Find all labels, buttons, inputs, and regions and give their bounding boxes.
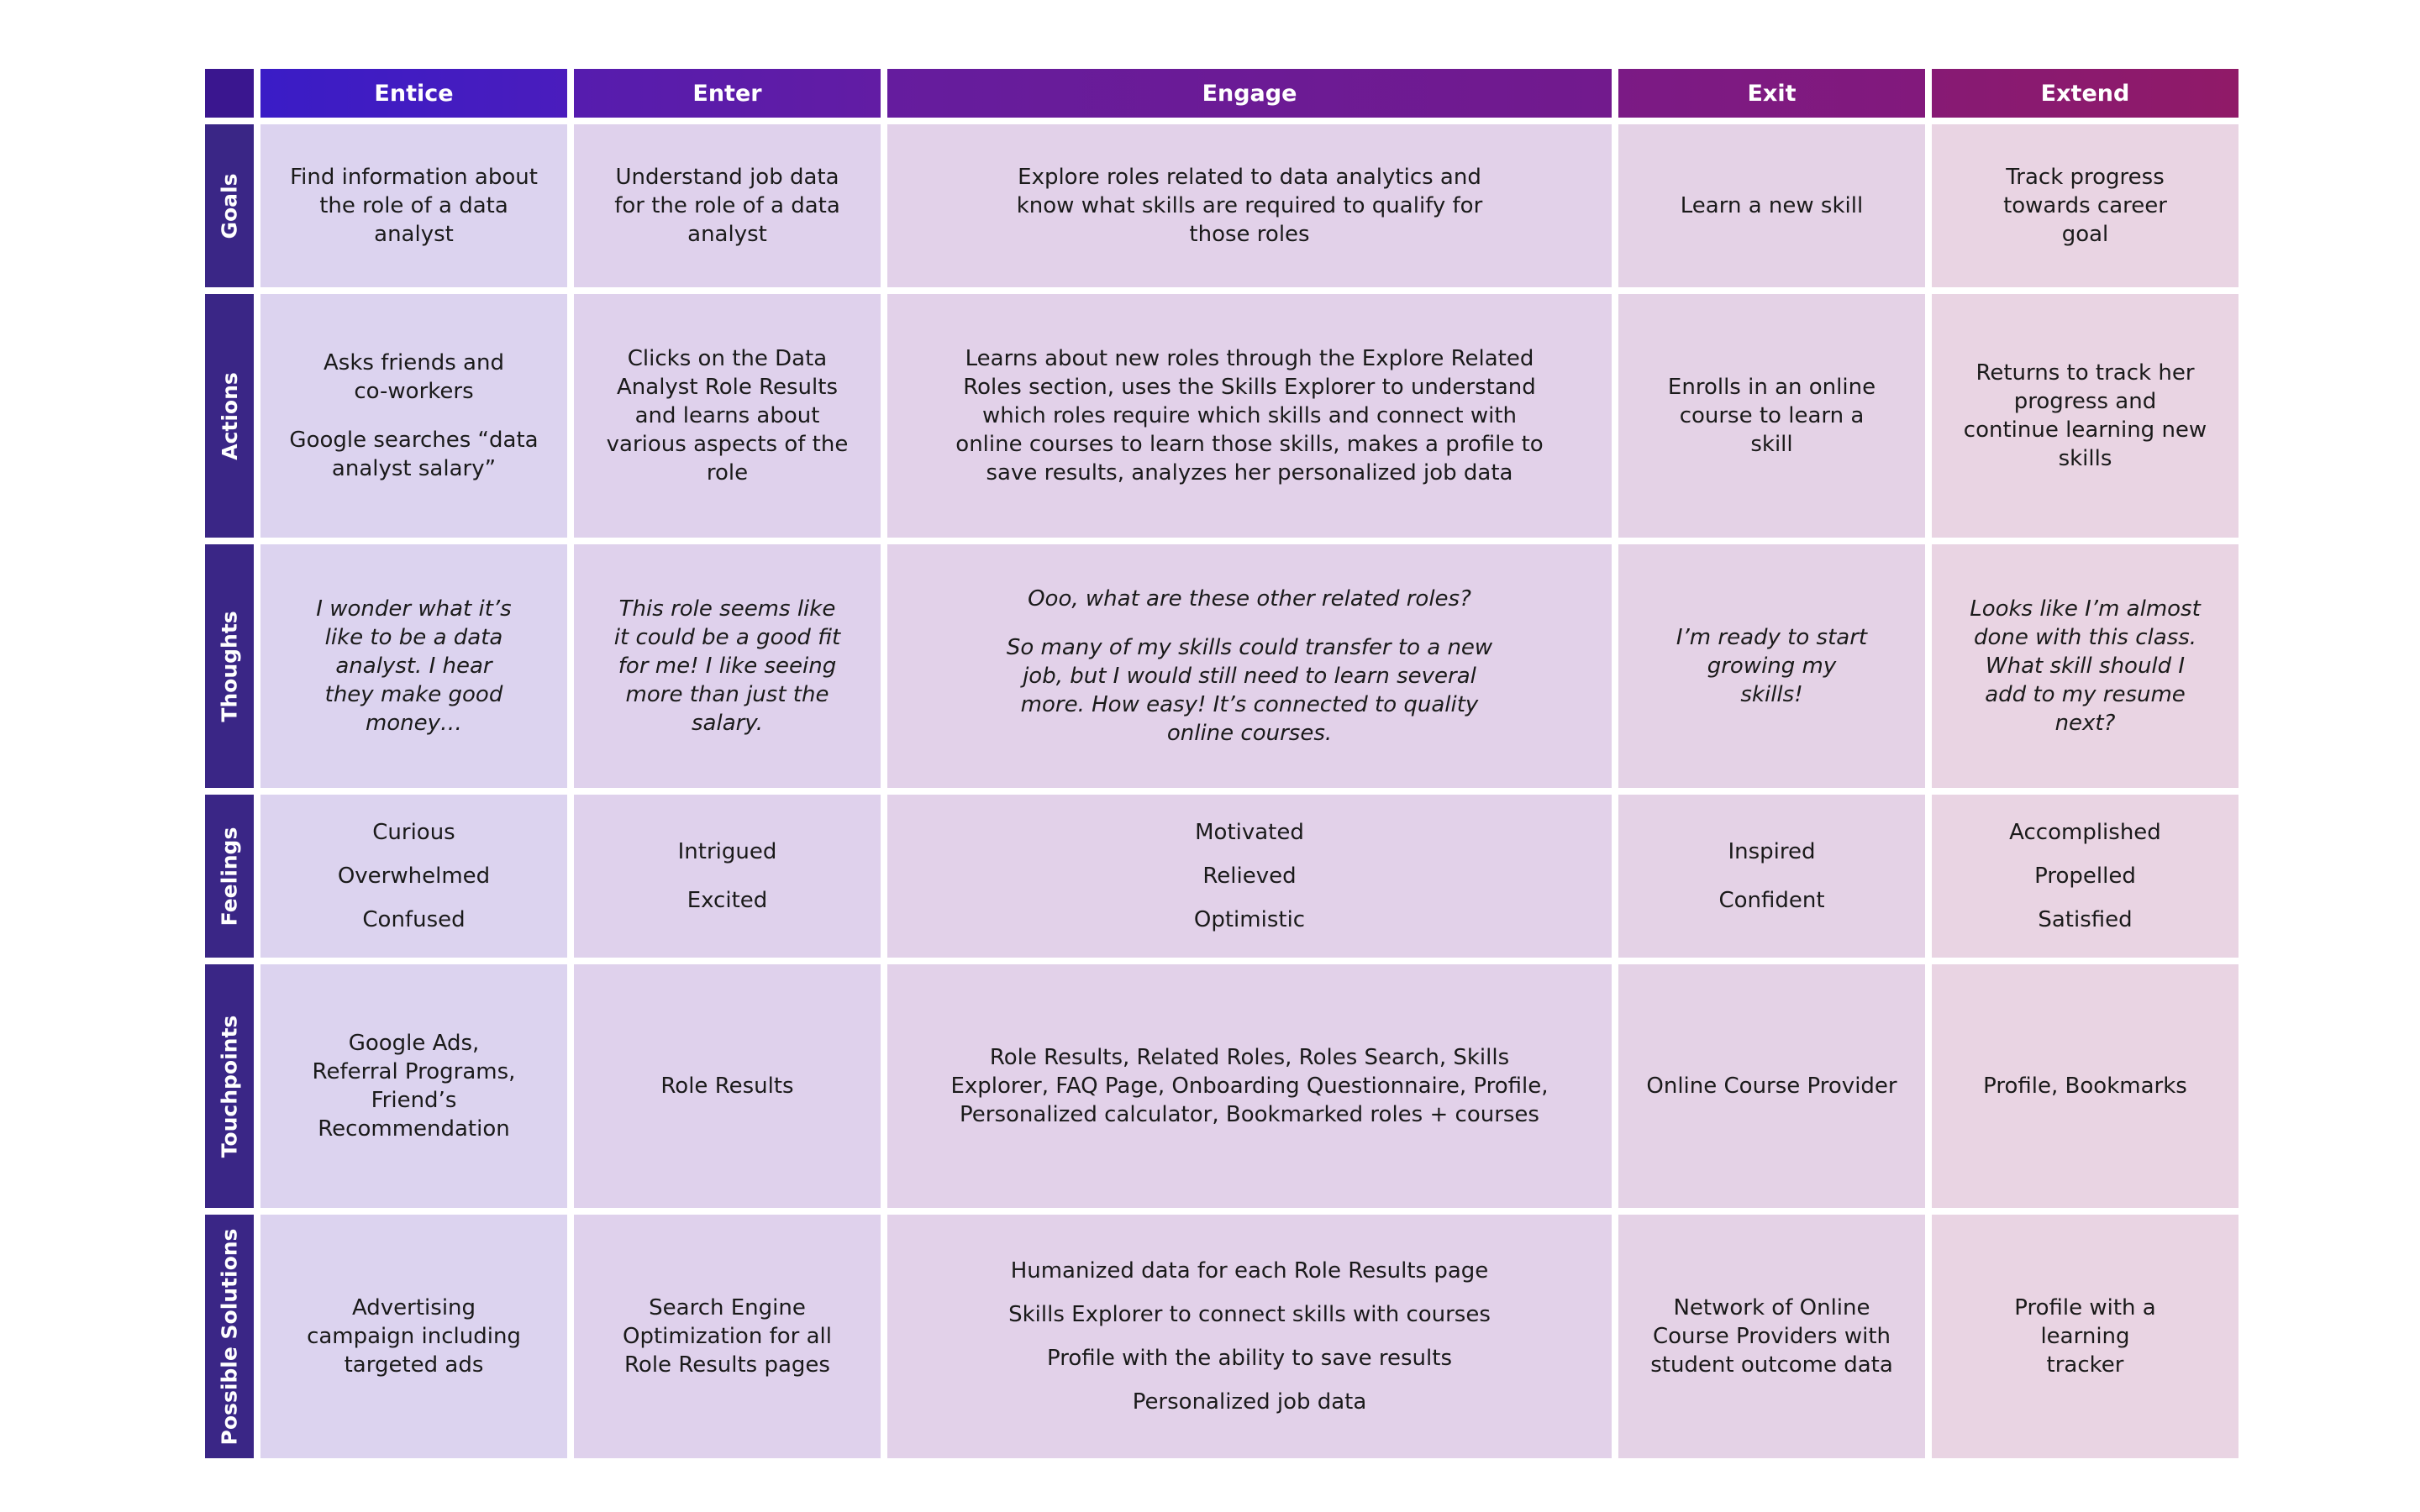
touchpoints-exit: Online Course Provider xyxy=(1618,964,1925,1208)
solutions-exit: Network of Online Course Providers with student outcome data xyxy=(1618,1215,1925,1458)
goals-entice: Find information about the role of a data analyst xyxy=(260,124,567,287)
stage-header-extend: Extend xyxy=(1932,69,2238,118)
goals-extend: Track progress towards career goal xyxy=(1932,124,2238,287)
solutions-entice: Advertising campaign including targeted ads xyxy=(260,1215,567,1458)
corner-cell xyxy=(205,69,254,118)
touchpoints-engage: Role Results, Related Roles, Roles Search, Skills Explorer, FAQ Page, Onboarding Questionnaire, Profile, Personalized calculator, Bookmarked roles + courses xyxy=(887,964,1612,1208)
feelings-entice: Curious Overwhelmed Confused xyxy=(260,795,567,958)
goals-enter: Understand job data for the role of a data analyst xyxy=(574,124,881,287)
actions-entice: Asks friends and co-workers Google searches “data analyst salary” xyxy=(260,294,567,538)
solutions-enter: Search Engine Optimization for all Role Results pages xyxy=(574,1215,881,1458)
actions-engage: Learns about new roles through the Explore Related Roles section, uses the Skills Explorer to understand which roles require which skills and connect with online courses to learn those skills, makes a profile to save results, analyzes her personalized job data xyxy=(887,294,1612,538)
stage-header-enter: Enter xyxy=(574,69,881,118)
thoughts-exit: I’m ready to start growing my skills! xyxy=(1618,544,1925,788)
solutions-engage: Humanized data for each Role Results page Skills Explorer to connect skills with courses Profile with the ability to save results Personalized job data xyxy=(887,1215,1612,1458)
thoughts-enter: This role seems like it could be a good fit for me! I like seeing more than just the salary. xyxy=(574,544,881,788)
touchpoints-enter: Role Results xyxy=(574,964,881,1208)
journey-map xyxy=(205,69,2230,1450)
thoughts-entice: I wonder what it’s like to be a data analyst. I hear they make good money… xyxy=(260,544,567,788)
stage-header-entice: Entice xyxy=(260,69,567,118)
actions-exit: Enrolls in an online course to learn a skill xyxy=(1618,294,1925,538)
thoughts-engage: Ooo, what are these other related roles? So many of my skills could transfer to a new job, but I would still need to learn several more. How easy! It’s connected to quality online courses. xyxy=(887,544,1612,788)
row-label-thoughts: Thoughts xyxy=(205,544,254,788)
stage-header-exit: Exit xyxy=(1618,69,1925,118)
feelings-exit: Inspired Confident xyxy=(1618,795,1925,958)
actions-enter: Clicks on the Data Analyst Role Results and learns about various aspects of the role xyxy=(574,294,881,538)
touchpoints-entice: Google Ads, Referral Programs, Friend’s Recommendation xyxy=(260,964,567,1208)
row-label-touchpoints: Touchpoints xyxy=(205,964,254,1208)
row-label-feelings: Feelings xyxy=(205,795,254,958)
thoughts-extend: Looks like I’m almost done with this class. What skill should I add to my resume next? xyxy=(1932,544,2238,788)
row-label-solutions: Possible Solutions xyxy=(205,1215,254,1458)
goals-exit: Learn a new skill xyxy=(1618,124,1925,287)
stage-header-engage: Engage xyxy=(887,69,1612,118)
touchpoints-extend: Profile, Bookmarks xyxy=(1932,964,2238,1208)
feelings-enter: Intrigued Excited xyxy=(574,795,881,958)
feelings-engage: Motivated Relieved Optimistic xyxy=(887,795,1612,958)
feelings-extend: Accomplished Propelled Satisfied xyxy=(1932,795,2238,958)
row-label-actions: Actions xyxy=(205,294,254,538)
actions-extend: Returns to track her progress and continue learning new skills xyxy=(1932,294,2238,538)
solutions-extend: Profile with a learning tracker xyxy=(1932,1215,2238,1458)
row-label-goals: Goals xyxy=(205,124,254,287)
goals-engage: Explore roles related to data analytics and know what skills are required to qualify for those roles xyxy=(887,124,1612,287)
